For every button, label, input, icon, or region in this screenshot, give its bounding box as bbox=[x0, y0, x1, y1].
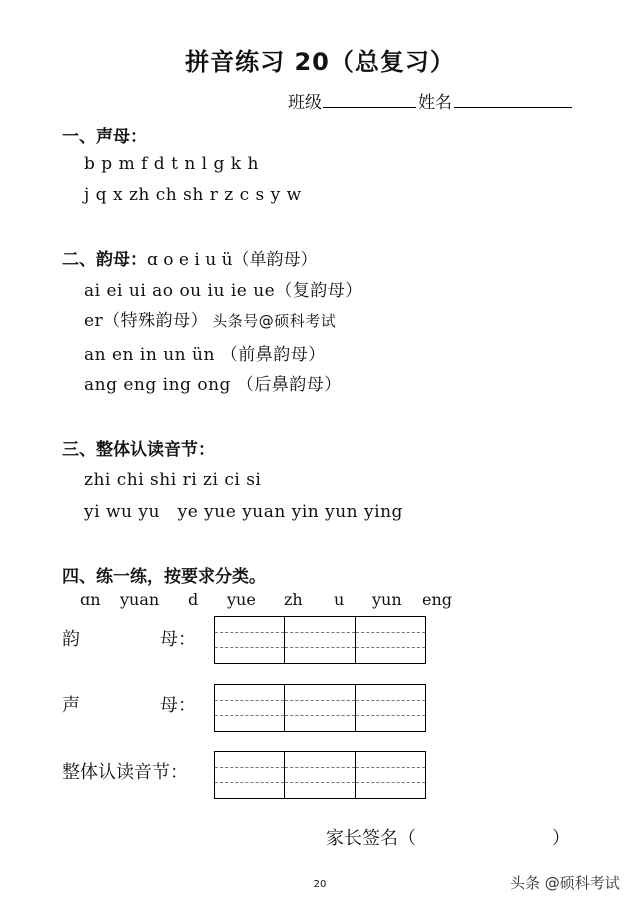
initials-row-label-b: 母： bbox=[160, 695, 196, 716]
writing-cell[interactable] bbox=[285, 617, 355, 663]
writing-cell[interactable] bbox=[215, 617, 285, 663]
writing-cell[interactable] bbox=[356, 617, 425, 663]
signature-close: ） bbox=[552, 828, 570, 849]
sort-item: yue bbox=[227, 590, 256, 609]
signature-label: 家长签名（ bbox=[326, 828, 416, 849]
section1-heading: 一、声母： bbox=[62, 127, 147, 147]
syllables-row-label: 整体认读音节： bbox=[62, 762, 188, 783]
front-nasal-line: an en in un ün （前鼻韵母） bbox=[84, 345, 326, 365]
class-blank[interactable] bbox=[323, 107, 416, 108]
sort-item: yuan bbox=[120, 590, 160, 609]
writing-cell[interactable] bbox=[215, 752, 285, 798]
er-final: er（特殊韵母） bbox=[84, 311, 209, 331]
section2-heading: 二、韵母： bbox=[62, 250, 147, 270]
initials-line-1: b p m f d t n l g k h bbox=[84, 154, 259, 174]
syllables-line-2: yi wu yu ye yue yuan yin yun ying bbox=[84, 502, 403, 522]
name-label: 姓名 bbox=[418, 93, 452, 113]
section2-heading-row bbox=[62, 245, 318, 270]
sort-items bbox=[80, 590, 460, 612]
parent-signature bbox=[326, 824, 570, 850]
initials-line-2: j q x zh ch sh r z c s y w bbox=[84, 185, 302, 205]
sort-item: u bbox=[334, 590, 345, 609]
class-label: 班级 bbox=[288, 93, 322, 113]
section3-heading: 三、整体认读音节： bbox=[62, 440, 215, 460]
special-finals-line bbox=[84, 306, 336, 331]
sort-item: zh bbox=[284, 590, 303, 609]
single-finals-line: ɑ o e i u ü（单韵母） bbox=[147, 250, 318, 270]
back-nasal-line: ang eng ing ong （后鼻韵母） bbox=[84, 375, 342, 395]
sort-item: yun bbox=[372, 590, 402, 609]
writing-cell[interactable] bbox=[285, 685, 355, 731]
initials-row-label-a: 声 bbox=[62, 695, 80, 716]
compound-finals-line: ai ei ui ao ou iu ie ue（复韵母） bbox=[84, 281, 363, 301]
sort-item: d bbox=[188, 590, 199, 609]
page-number: 20 bbox=[313, 879, 327, 890]
sort-item: eng bbox=[422, 590, 453, 609]
syllables-writing-grid bbox=[214, 751, 426, 799]
syllables-line-1: zhi chi shi ri zi ci si bbox=[84, 470, 262, 490]
finals-row-label-b: 母： bbox=[160, 629, 196, 650]
writing-cell[interactable] bbox=[285, 752, 355, 798]
initials-writing-grid bbox=[214, 684, 426, 732]
writing-cell[interactable] bbox=[215, 685, 285, 731]
writing-cell[interactable] bbox=[356, 752, 425, 798]
finals-row-label-a: 韵 bbox=[62, 629, 80, 650]
writing-cell[interactable] bbox=[356, 685, 425, 731]
sort-item: ɑn bbox=[80, 590, 101, 609]
watermark: 头条 @硕科考试 bbox=[510, 874, 620, 892]
page-title: 拼音练习 20（总复习） bbox=[185, 48, 455, 76]
finals-writing-grid bbox=[214, 616, 426, 664]
name-blank[interactable] bbox=[454, 107, 572, 108]
section4-heading: 四、练一练，按要求分类。 bbox=[62, 567, 266, 587]
er-note: 头条号@硕科考试 bbox=[212, 312, 337, 330]
